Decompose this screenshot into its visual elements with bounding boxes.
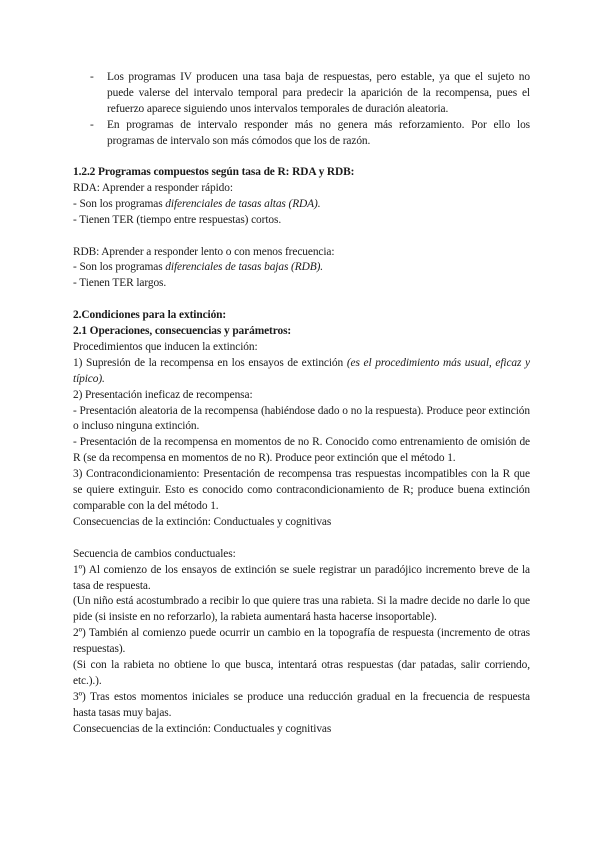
sequence-step-1-example: (Un niño está acostumbrado a recibir lo que quiere tras una rabieta. Si la madre decide no darle lo que pide (si insiste en no reforzarlo), la rabieta aumentará hasta hacerse insoportable). — [73, 595, 530, 624]
consequences-line-2: Consecuencias de la extinción: Conductuales y cognitivas — [73, 722, 332, 735]
procedure-1 — [73, 356, 530, 388]
spacer — [73, 229, 530, 245]
rdb-line-1-emphasis: diferenciales de tasas bajas (RDB). — [165, 261, 324, 274]
procedure-2-title: 2) Presentación ineficaz de recompensa: — [73, 388, 253, 401]
section-heading-1-2-2: 1.2.2 Programas compuestos según tasa de R: RDA y RDB: — [73, 166, 355, 178]
sequence-step-3: 3º) Tras estos momentos iniciales se produce una reducción gradual en la frecuencia de respuesta hasta tasas muy bajas. — [73, 690, 530, 719]
sequence-step-2: 2º) También al comienzo puede ocurrir un cambio en la topografía de respuesta (incremento de otras respuestas). — [73, 627, 530, 656]
rda-line-1-emphasis: diferenciales de tasas altas (RDA). — [165, 197, 321, 210]
rda-title: RDA: Aprender a responder rápido: — [73, 181, 233, 194]
bullet-list — [90, 70, 530, 150]
sequence-step-2-example: (Si con la rabieta no obtiene lo que busca, intentará otras respuestas (dar patadas, salir corriendo, etc.).). — [73, 659, 530, 687]
list-item — [90, 118, 530, 150]
main-content — [73, 165, 530, 738]
procedure-3: 3) Contracondicionamiento: Presentación de recompensa tras respuestas incompatibles con la R que se quiere extinguir. Esto es conocido como contracondicionamiento de R; produce buena extinción comparable con la del método 1. — [73, 468, 530, 512]
bullet-text: En programas de intervalo responder más no genera más reforzamiento. Por ello los programas de intervalo son más cómodos que los de razón. — [107, 118, 530, 147]
spacer — [73, 292, 530, 308]
procedure-1-text: 1) Supresión de la recompensa en los ensayos de extinción — [73, 356, 347, 369]
section-heading-2-1: 2.1 Operaciones, consecuencias y parámetros: — [73, 325, 292, 338]
dash-bullet: - — [90, 71, 94, 83]
rda-line-2: - Tienen TER (tiempo entre respuestas) cortos. — [73, 213, 282, 226]
rdb-line-1 — [73, 260, 530, 276]
procedure-2b: - Presentación de la recompensa en momentos de no R. Conocido como entrenamiento de omisión de R (se da recompensa en momentos de no R). Produce peor extinción que el método 1. — [73, 436, 530, 465]
rdb-line-2: - Tienen TER largos. — [73, 277, 167, 290]
procedures-title: Procedimientos que inducen la extinción: — [73, 340, 258, 353]
procedure-1-emphasis: (es el procedimiento más usual, eficaz y típico). — [73, 356, 530, 385]
list-item — [90, 70, 530, 118]
spacer — [73, 531, 530, 547]
rdb-title: RDB: Aprender a responder lento o con menos frecuencia: — [73, 245, 335, 258]
consequences-line: Consecuencias de la extinción: Conductuales y cognitivas — [73, 515, 332, 528]
rdb-line-1-text: - Son los programas — [73, 261, 166, 274]
procedure-2a: - Presentación aleatoria de la recompensa (habiéndose dado o no la respuesta). Produce peor extinción o incluso ninguna extinción. — [73, 404, 530, 433]
dash-bullet: - — [90, 118, 94, 131]
rda-line-1 — [73, 197, 530, 213]
sequence-title: Secuencia de cambios conductuales: — [73, 547, 236, 560]
section-heading-2: 2.Condiciones para la extinción: — [73, 309, 227, 322]
sequence-step-1: 1º) Al comienzo de los ensayos de extinción se suele registrar un paradójico incremento breve de la tasa de respuesta. — [73, 563, 530, 592]
rda-line-1-text: - Son los programas — [73, 197, 166, 210]
bullet-text: Los programas IV producen una tasa baja de respuestas, pero estable, ya que el sujeto no puede valerse del intervalo temporal para predecir la aparición de la recompensa, pues el refuerzo aparece siguiendo unos intervalos temporales de duración aleatoria. — [107, 71, 530, 115]
